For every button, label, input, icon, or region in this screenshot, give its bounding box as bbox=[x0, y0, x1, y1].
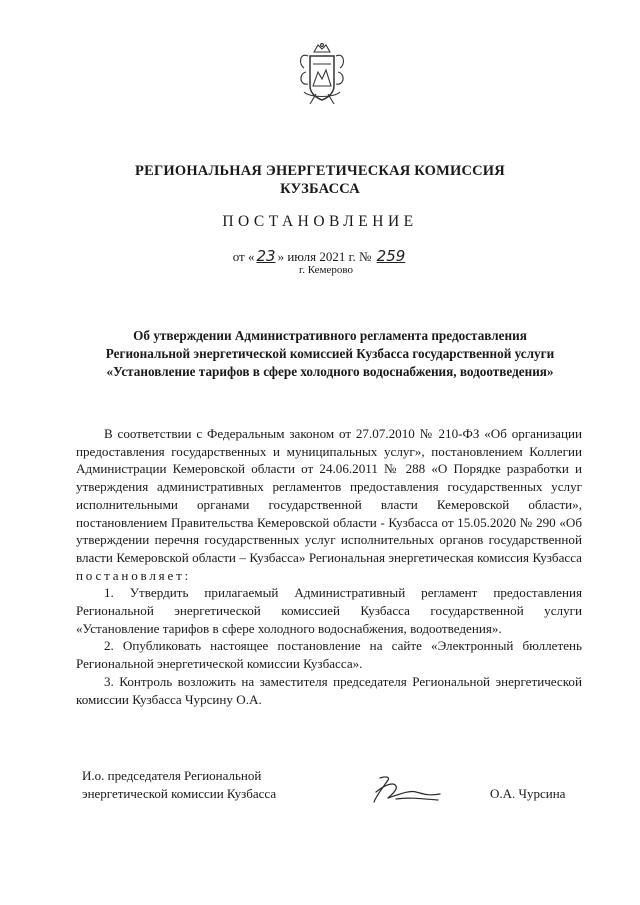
date-prefix: от « bbox=[232, 249, 255, 264]
title-line: Региональной энергетической комиссией Кузбасса государственной услуги bbox=[105, 346, 555, 361]
document-date-line bbox=[0, 247, 640, 265]
document-type: ПОСТАНОВЛЕНИЕ bbox=[222, 213, 418, 230]
resolution-item-3: 3. Контроль возложить на заместителя председателя Региональной энергетической комиссии Кузбасса Чурсину О.А. bbox=[76, 673, 582, 707]
document-number-handwritten: 259 bbox=[376, 247, 406, 265]
document-city: г. Кемерово bbox=[298, 264, 354, 276]
position-line: энергетической комиссии Кузбасса bbox=[82, 786, 277, 801]
document-title bbox=[60, 327, 600, 381]
resolution-item-2: 2. Опубликовать настоящее постановление на сайте «Электронный бюллетень Региональной энергетической комиссии Кузбасса». bbox=[76, 638, 582, 672]
signatory-position bbox=[82, 767, 276, 803]
handwritten-signature-icon bbox=[366, 772, 446, 806]
date-month-year: » июля 2021 г. № bbox=[277, 249, 372, 264]
coat-of-arms-icon bbox=[296, 42, 348, 108]
resolution-item-1: 1. Утвердить прилагаемый Административный регламент предоставления Региональной энергетической комиссией Кузбасса государственной услуги «Установление тарифов в сфере холодного водоснабжения, водоотведения». bbox=[76, 585, 582, 636]
preamble-paragraph bbox=[76, 425, 582, 584]
preamble-text: В соответствии с Федеральным законом от 27.07.2010 № 210-ФЗ «Об организации предоставления государственных и муниципальных услуг», постановлением Коллегии Администрации Кемеровской области от 24.06.2011 № 288 «О Порядке разработки и утверждения административных регламентов предоставления государственных услуг исполнительными органами государственной власти Кемеровской области», постановлением Правительства Кемеровской области - Кузбасса от 15.05.2020 № 290 «Об утверждении перечня государственных услуг исполнительных органов государственной власти Кемеровской области – Кузбасса» Региональная энергетическая комиссия Кузбасса bbox=[76, 426, 582, 565]
title-line: Об утверждении Административного регламента предоставления bbox=[133, 328, 527, 343]
document-body bbox=[76, 425, 582, 708]
title-line: «Установление тарифов в сфере холодного водоснабжения, водоотведения» bbox=[106, 364, 554, 379]
signatory-name: О.А. Чурсина bbox=[490, 786, 566, 801]
date-day-handwritten: 23 bbox=[256, 247, 276, 265]
organization-name: РЕГИОНАЛЬНАЯ ЭНЕРГЕТИЧЕСКАЯ КОМИССИЯ bbox=[135, 163, 505, 179]
resolves-word: постановляет: bbox=[76, 567, 192, 583]
organization-name-region: КУЗБАССА bbox=[280, 181, 360, 197]
position-line: И.о. председателя Региональной bbox=[82, 768, 262, 783]
